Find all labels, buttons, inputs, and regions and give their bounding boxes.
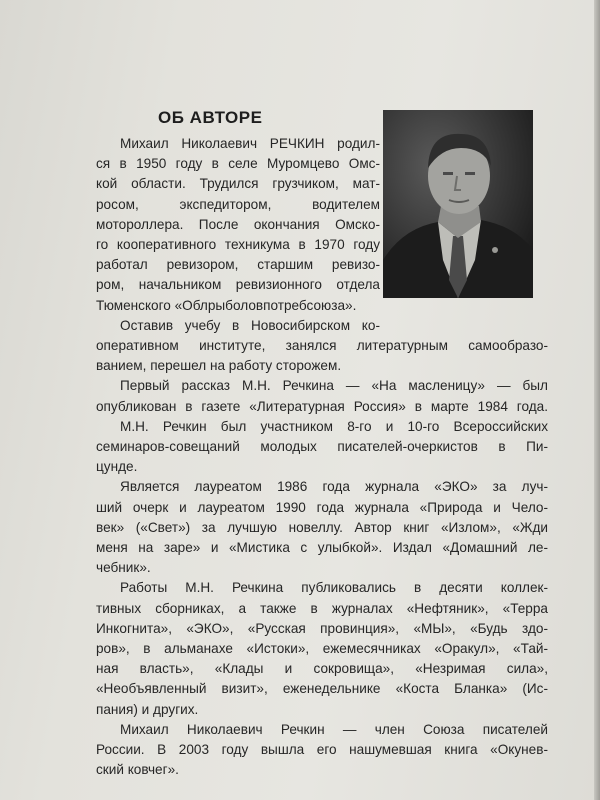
text-line: век» («Свет») за лучшую новеллу. Автор книг «Излом», «Жди: [96, 519, 548, 535]
text-line: Работы М.Н. Речкина публиковались в десяти коллек-: [120, 580, 548, 596]
text-line: цунде.: [96, 459, 138, 475]
text-line: чебник».: [96, 560, 151, 576]
text-line: России. В 2003 году вышла его нашумевшая книга «Окунев-: [96, 742, 548, 758]
text-line: меня на заре» и «Мистика с улыбкой». Издал «Домашний ле-: [96, 540, 548, 556]
text-line: ная власть», «Клады и сокровища», «Незримая сила»,: [96, 661, 548, 677]
text-line: ром, начальником ревизионного отдела: [96, 277, 380, 293]
text-line: Инкогнита», «ЭКО», «Русская провинция», «МЫ», «Будь здо-: [96, 620, 548, 636]
paragraph: [96, 376, 548, 416]
text-line: ванием, перешел на работу сторожем.: [96, 358, 342, 374]
text-line: кой области. Трудился грузчиком, мат-: [96, 176, 380, 192]
text-line: ров», в альманахе «Истоки», ежемесячниках «Оракул», «Тай-: [96, 641, 548, 657]
text-line: пания) и других.: [96, 701, 199, 717]
paragraph: [96, 316, 548, 377]
biography-text: [96, 134, 548, 781]
text-line: семинаров-совещаний молодых писателей-очеркистов в Пи-: [96, 439, 548, 455]
paragraph: [96, 134, 548, 316]
text-line: Тюменского «Облрыболовпотребсоюза».: [96, 297, 357, 313]
text-line: ший очерк и лауреатом 1990 года журнала «Природа и Чело-: [96, 499, 548, 515]
paragraph: [96, 578, 548, 719]
text-line: росом, экспедитором, водителем: [96, 196, 380, 212]
paragraph: [96, 720, 548, 781]
text-line: го кооперативного техникума в 1970 году: [96, 237, 380, 253]
text-line: Первый рассказ М.Н. Речкина — «На масленицу» — был: [120, 378, 548, 394]
text-line: тивных сборниках, а также в журналах «Нефтяник», «Терра: [96, 600, 548, 616]
text-line: Является лауреатом 1986 года журнала «ЭКО» за луч-: [120, 479, 548, 495]
paragraph: [96, 417, 548, 478]
text-line: Михаил Николаевич РЕЧКИН родил-: [120, 136, 380, 151]
text-line: мотороллера. После окончания Омско-: [96, 216, 380, 232]
text-line: оперативном институте, занялся литературным самообразо-: [96, 338, 548, 354]
text-line: ся в 1950 году в селе Муромцево Омс-: [96, 156, 380, 172]
text-line: Оставив учебу в Новосибирском ко-: [120, 317, 380, 333]
text-line: «Необъявленный визит», еженедельнике «Коста Бланка» (Ис-: [96, 681, 548, 697]
text-line: ский ковчег».: [96, 762, 179, 778]
text-line: опубликован в газете «Литературная Россия» в марте 1984 года.: [96, 398, 548, 414]
page-edge: [594, 0, 600, 800]
text-line: М.Н. Речкин был участником 8-го и 10-го Всероссийских: [120, 418, 548, 434]
text-line: работал ревизором, старшим ревизо-: [96, 257, 380, 273]
section-heading: ОБ АВТОРЕ: [158, 108, 263, 127]
text-line: Михаил Николаевич Речкин — член Союза писателей: [120, 721, 548, 737]
paragraph: [96, 477, 548, 578]
